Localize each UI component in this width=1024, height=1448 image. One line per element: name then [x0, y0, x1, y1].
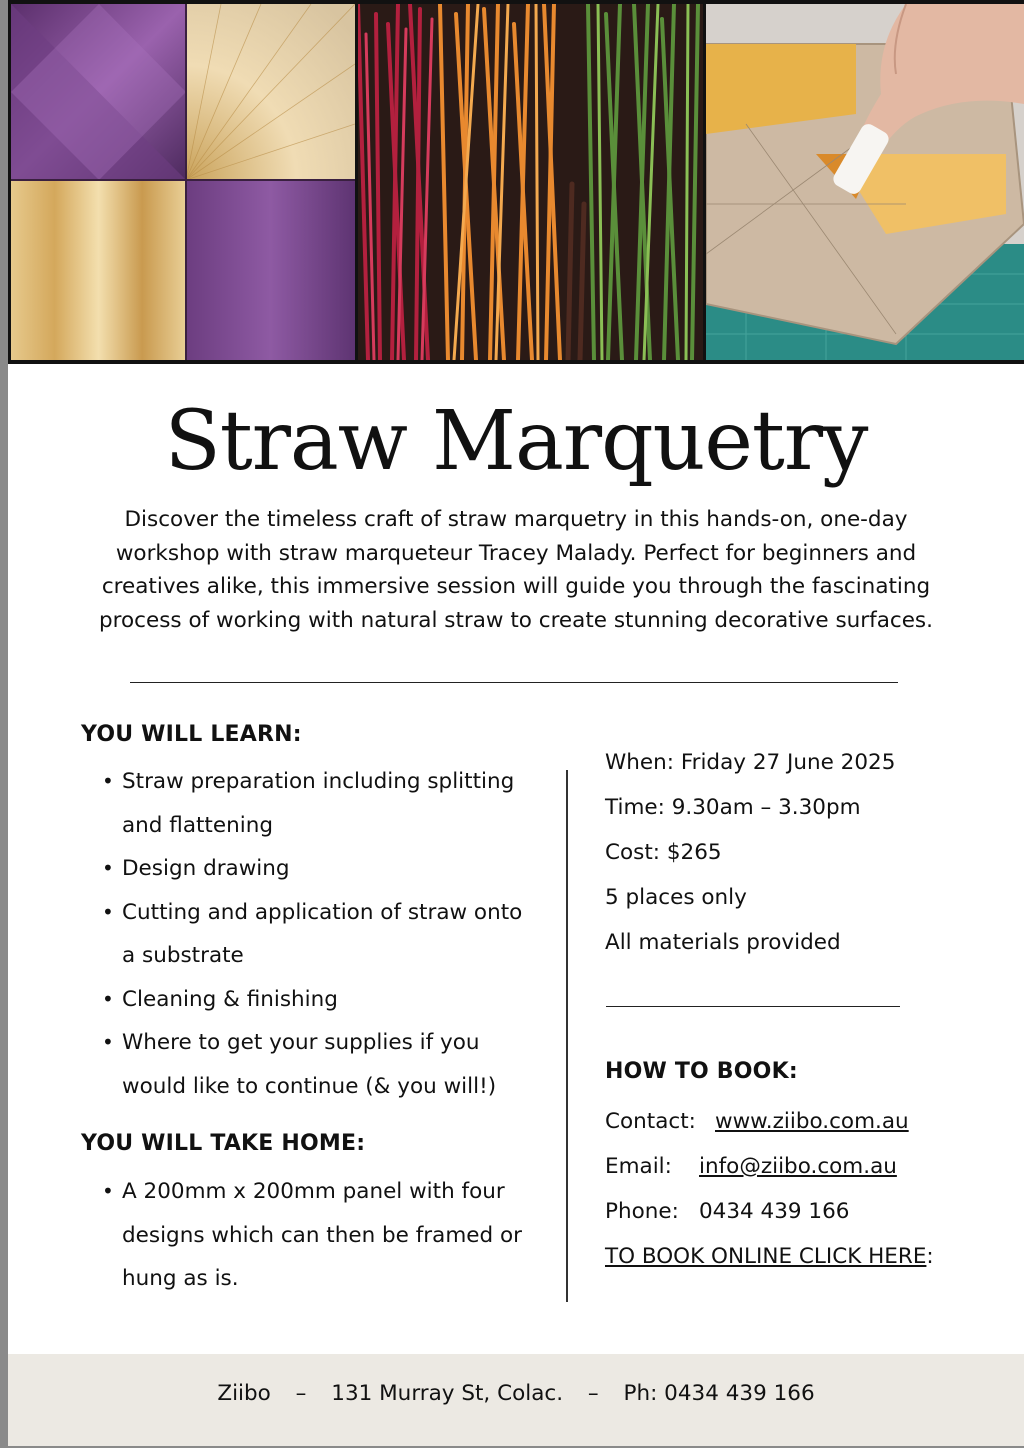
intro-line: workshop with straw marqueteur Tracey Malady. Perfect for beginners and [115, 540, 917, 566]
booking-heading: HOW TO BOOK: [605, 1059, 798, 1084]
list-item-line: hung as is. [122, 1266, 239, 1291]
intro-paragraph [86, 503, 946, 637]
list-item-line: would like to continue (& you will!) [122, 1073, 497, 1099]
take-home-heading: YOU WILL TAKE HOME: [81, 1131, 366, 1156]
learn-heading: YOU WILL LEARN: [81, 722, 302, 747]
hand-applying-straw-image [706, 4, 1024, 360]
list-item [102, 760, 542, 847]
take-home-list [102, 1170, 542, 1301]
learn-list [102, 760, 542, 1108]
footer-phone: Ph: 0434 439 166 [623, 1381, 815, 1406]
footer-separator: – [295, 1381, 307, 1406]
list-item-line: Cleaning & finishing [122, 986, 338, 1012]
bullet-icon: • [102, 1179, 114, 1203]
email-link[interactable]: info@ziibo.com.au [699, 1154, 897, 1179]
list-item [102, 847, 542, 891]
intro-line: Discover the timeless craft of straw marquetry in this hands-on, one-day [124, 507, 908, 532]
email-row [605, 1144, 1005, 1189]
book-online-link[interactable]: TO BOOK ONLINE CLICK HERE [605, 1244, 927, 1269]
bullet-icon: • [102, 769, 114, 793]
footer-business-name: Ziibo [217, 1381, 271, 1406]
booking-contacts [605, 1099, 1005, 1279]
bullet-icon: • [102, 986, 114, 1011]
list-item [102, 978, 542, 1022]
phone-label: Phone: [605, 1199, 679, 1224]
list-item-line: A 200mm x 200mm panel with four [122, 1179, 505, 1204]
contact-row [605, 1099, 1005, 1144]
footer-separator: – [587, 1381, 599, 1406]
list-item-line: Where to get your supplies if you [122, 1030, 480, 1055]
bullet-icon: • [102, 1030, 114, 1054]
details-divider [606, 1006, 900, 1007]
list-item [102, 1170, 542, 1301]
flyer-page [8, 0, 1024, 1446]
footer [8, 1354, 1024, 1446]
book-online-row [605, 1234, 1005, 1279]
dyed-straw-photo [358, 4, 703, 360]
marquetry-panels-image [11, 4, 355, 360]
page-title: Straw Marquetry [164, 394, 868, 489]
intro-line: process of working with natural straw to create stunning decorative surfaces. [99, 607, 933, 633]
list-item-line: Straw preparation including splitting [122, 769, 515, 794]
list-item-line: Cutting and application of straw onto [122, 899, 523, 925]
footer-address: 131 Murray St, Colac. [331, 1381, 564, 1406]
event-details [605, 740, 985, 965]
bullet-icon: • [102, 856, 114, 880]
photo-banner [8, 0, 1024, 364]
list-item-line: and flattening [122, 812, 273, 838]
contact-label: Contact: [605, 1109, 696, 1134]
bullet-icon: • [102, 899, 114, 924]
event-date: When: Friday 27 June 2025 [605, 750, 896, 775]
column-divider [566, 770, 568, 1302]
event-materials: All materials provided [605, 930, 841, 955]
event-cost: Cost: $265 [605, 840, 722, 865]
event-places: 5 places only [605, 885, 747, 910]
event-time: Time: 9.30am – 3.30pm [605, 795, 861, 820]
section-divider [130, 682, 898, 683]
marquetry-panels-photo [11, 4, 355, 360]
dyed-straw-image [358, 4, 703, 360]
list-item [102, 1021, 542, 1108]
phone-row [605, 1189, 1005, 1234]
book-online-suffix: : [926, 1244, 934, 1269]
phone-number: 0434 439 166 [699, 1199, 850, 1224]
list-item [102, 891, 542, 978]
email-label: Email: [605, 1154, 672, 1179]
list-item-line: designs which can then be framed or [122, 1222, 522, 1248]
website-link[interactable]: www.ziibo.com.au [715, 1109, 909, 1134]
list-item-line: Design drawing [122, 856, 290, 881]
intro-line: creatives alike, this immersive session will guide you through the fascinating [101, 574, 931, 599]
hand-applying-straw-photo [706, 4, 1024, 360]
list-item-line: a substrate [122, 943, 244, 968]
